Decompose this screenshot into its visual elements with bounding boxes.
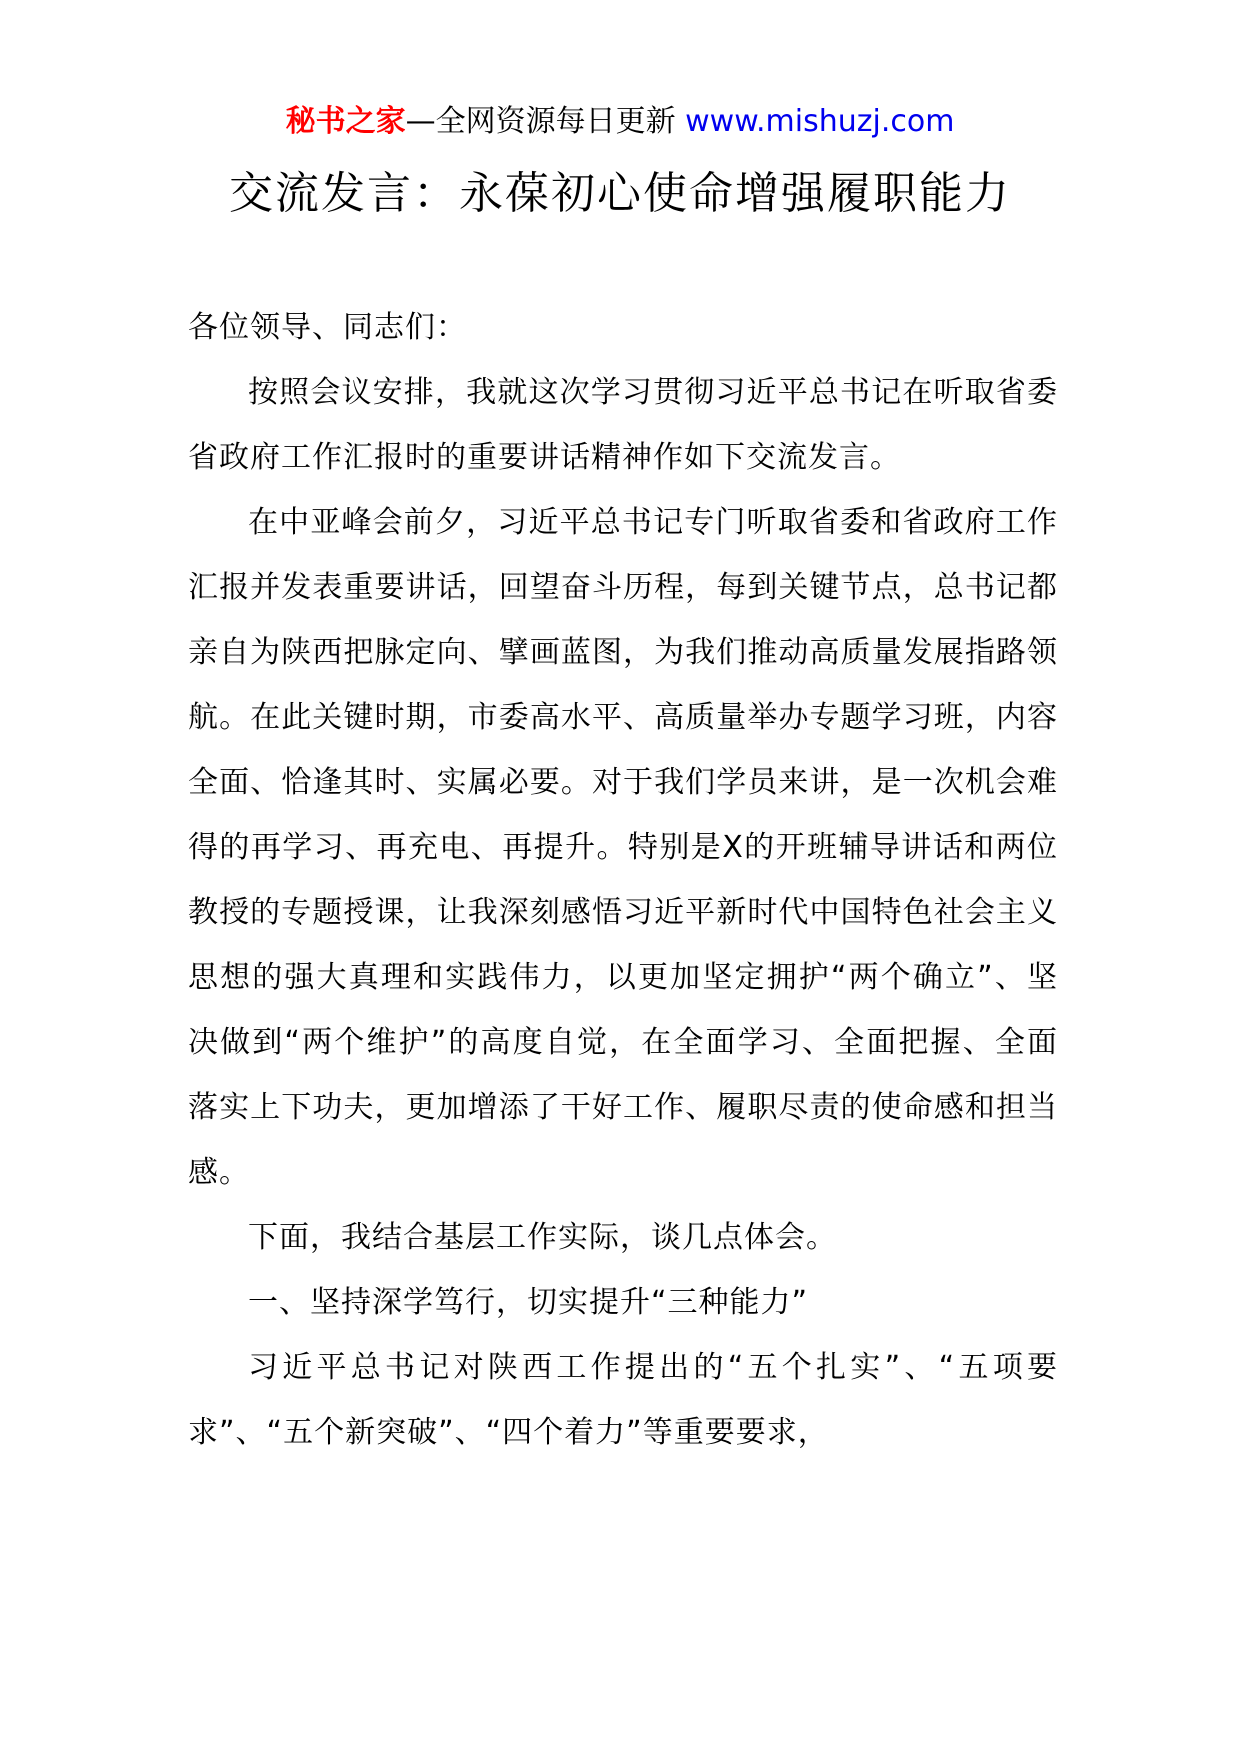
document-title: 交流发言：永葆初心使命增强履职能力 — [229, 168, 1011, 219]
body-paragraph: 在中亚峰会前夕，习近平总书记专门听取省委和省政府工作汇报并发表重要讲话，回望奋斗历程，每到关键节点，总书记都亲自为陕西把脉定向、擘画蓝图，为我们推动高质量发展指路领航。在此关键时期，市委高水平、高质量举办专题学习班，内容全面、恰逢其时、实属必要。对于我们学员来讲，是一次机会难得的再学习、再充电、再提升。特别是X的开班辅导讲话和两位教授的专题授课，让我深刻感悟习近平新时代中国特色社会主义思想的强大真理和实践伟力，以更加坚定拥护“两个确立”、坚决做到“两个维护”的高度自觉，在全面学习、全面把握、全面落实上下功夫，更加增添了干好工作、履职尽责的使命感和担当感。 — [188, 505, 1058, 1190]
site-url-link[interactable]: www.mishuzj.com — [685, 104, 955, 139]
document-body — [188, 295, 1058, 1465]
section-heading: 一、坚持深学笃行，切实提升“三种能力” — [248, 1285, 809, 1320]
body-paragraph: 习近平总书记对陕西工作提出的“五个扎实”、“五项要求”、“五个新突破”、“四个着力”等重要要求， — [188, 1350, 1058, 1450]
header-tagline: —全网资源每日更新 — [405, 104, 676, 139]
brand-name: 秘书之家 — [285, 104, 406, 139]
body-paragraph: 下面，我结合基层工作实际，谈几点体会。 — [248, 1220, 837, 1255]
salutation: 各位领导、同志们： — [188, 310, 467, 345]
site-header — [0, 100, 1240, 144]
body-paragraph: 按照会议安排，我就这次学习贯彻习近平总书记在听取省委省政府工作汇报时的重要讲话精神作如下交流发言。 — [188, 375, 1058, 475]
